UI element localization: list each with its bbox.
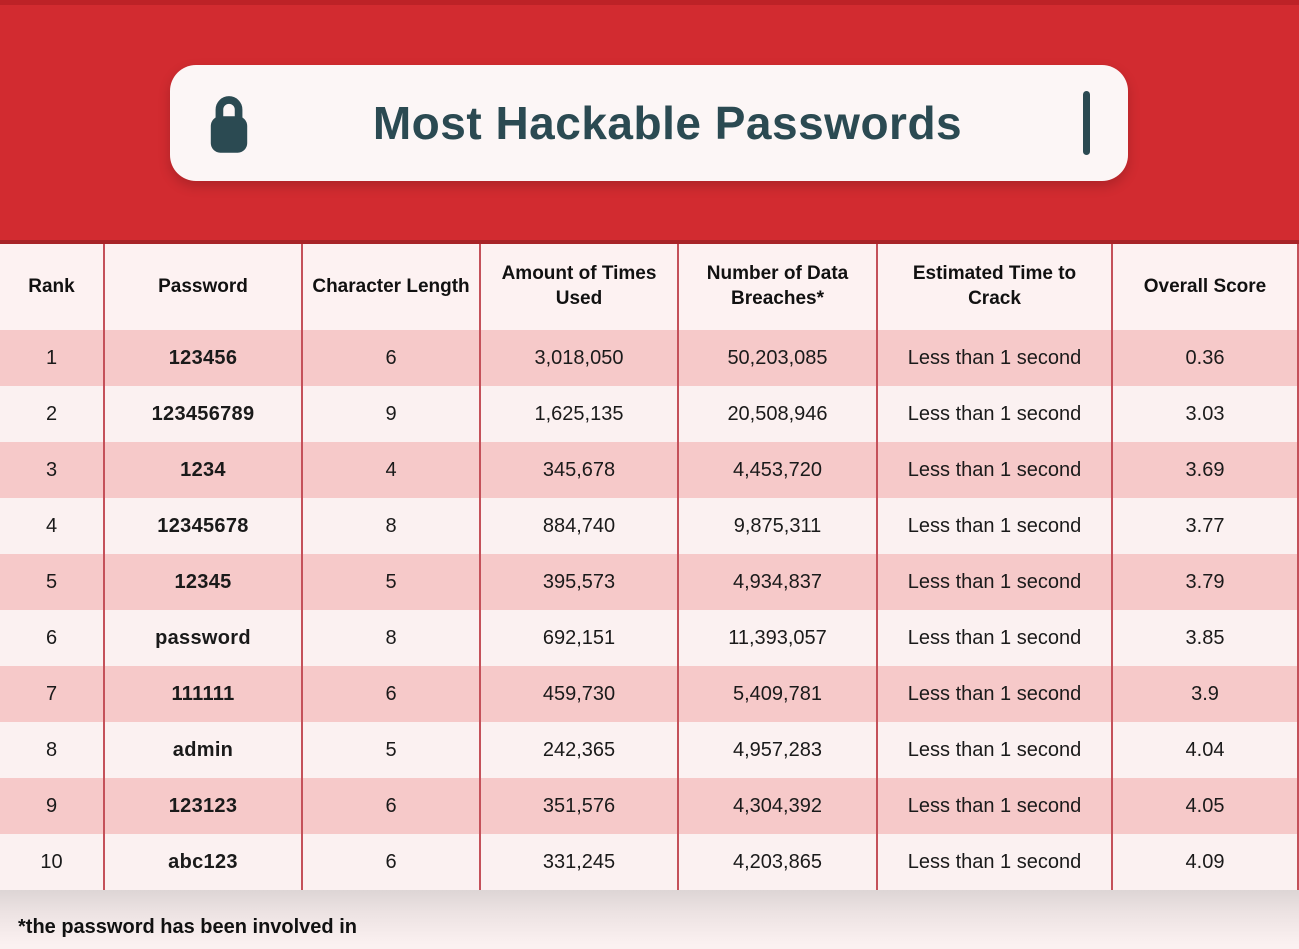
cell-number-of-data-breaches: 20,508,946 [679,386,878,442]
cell-password: admin [105,722,303,778]
footnote-bar [0,890,1299,945]
cell-amount-of-times-used: 1,625,135 [481,386,679,442]
cell-character-length: 5 [303,722,481,778]
column-header-rank: Rank [0,244,105,330]
cell-estimated-time-to-crack: Less than 1 second [878,834,1113,890]
column-header-number-of-data-breaches: Number of Data Breaches* [679,244,878,330]
column-header-overall-score: Overall Score [1113,244,1299,330]
cell-number-of-data-breaches: 4,203,865 [679,834,878,890]
cell-estimated-time-to-crack: Less than 1 second [878,386,1113,442]
passwords-table [0,244,1299,890]
cell-number-of-data-breaches: 4,934,837 [679,554,878,610]
cell-amount-of-times-used: 3,018,050 [481,330,679,386]
column-header-amount-of-times-used: Amount of Times Used [481,244,679,330]
cell-password: 123123 [105,778,303,834]
cell-number-of-data-breaches: 9,875,311 [679,498,878,554]
cell-amount-of-times-used: 884,740 [481,498,679,554]
cell-rank: 1 [0,330,105,386]
cell-overall-score: 3.85 [1113,610,1299,666]
cell-number-of-data-breaches: 4,304,392 [679,778,878,834]
cell-amount-of-times-used: 395,573 [481,554,679,610]
cell-password: abc123 [105,834,303,890]
cell-rank: 7 [0,666,105,722]
table-row-6 [0,610,1299,666]
cell-rank: 3 [0,442,105,498]
cell-character-length: 6 [303,834,481,890]
column-header-character-length: Character Length [303,244,481,330]
cell-overall-score: 3.69 [1113,442,1299,498]
cell-password: password [105,610,303,666]
cell-overall-score: 3.03 [1113,386,1299,442]
cell-character-length: 6 [303,330,481,386]
title-pill [170,65,1128,181]
cell-character-length: 6 [303,778,481,834]
cell-character-length: 8 [303,610,481,666]
cell-estimated-time-to-crack: Less than 1 second [878,722,1113,778]
banner [0,0,1299,244]
cell-amount-of-times-used: 459,730 [481,666,679,722]
cell-overall-score: 4.05 [1113,778,1299,834]
cell-password: 123456789 [105,386,303,442]
cell-rank: 9 [0,778,105,834]
cell-estimated-time-to-crack: Less than 1 second [878,498,1113,554]
cell-character-length: 9 [303,386,481,442]
cell-number-of-data-breaches: 11,393,057 [679,610,878,666]
table-header-row [0,244,1299,330]
cell-amount-of-times-used: 692,151 [481,610,679,666]
cell-overall-score: 4.09 [1113,834,1299,890]
cell-character-length: 6 [303,666,481,722]
cell-estimated-time-to-crack: Less than 1 second [878,442,1113,498]
page-title: Most Hackable Passwords [372,97,963,149]
cell-password: 111111 [105,666,303,722]
cell-rank: 8 [0,722,105,778]
cell-rank: 10 [0,834,105,890]
cell-rank: 5 [0,554,105,610]
cell-estimated-time-to-crack: Less than 1 second [878,666,1113,722]
cell-rank: 2 [0,386,105,442]
column-header-password: Password [105,244,303,330]
cell-character-length: 4 [303,442,481,498]
cell-overall-score: 3.77 [1113,498,1299,554]
table-row-10 [0,834,1299,890]
cell-overall-score: 0.36 [1113,330,1299,386]
cell-number-of-data-breaches: 4,453,720 [679,442,878,498]
cell-rank: 4 [0,498,105,554]
cell-character-length: 5 [303,554,481,610]
cell-password: 123456 [105,330,303,386]
cell-password: 1234 [105,442,303,498]
cell-character-length: 8 [303,498,481,554]
table-row-7 [0,666,1299,722]
cell-number-of-data-breaches: 5,409,781 [679,666,878,722]
cell-amount-of-times-used: 351,576 [481,778,679,834]
table-row-8 [0,722,1299,778]
table-row-2 [0,386,1299,442]
cell-estimated-time-to-crack: Less than 1 second [878,610,1113,666]
cell-amount-of-times-used: 331,245 [481,834,679,890]
column-header-estimated-time-to-crack: Estimated Time to Crack [878,244,1113,330]
table-row-3 [0,442,1299,498]
cell-password: 12345 [105,554,303,610]
cell-number-of-data-breaches: 4,957,283 [679,722,878,778]
cell-password: 12345678 [105,498,303,554]
cell-amount-of-times-used: 345,678 [481,442,679,498]
table-row-5 [0,554,1299,610]
table-body [0,330,1299,890]
footnote: *the password has been involved in [18,916,357,938]
table-row-4 [0,498,1299,554]
cell-overall-score: 4.04 [1113,722,1299,778]
cell-estimated-time-to-crack: Less than 1 second [878,778,1113,834]
cell-number-of-data-breaches: 50,203,085 [679,330,878,386]
lock-icon [206,93,252,153]
cell-overall-score: 3.79 [1113,554,1299,610]
cell-rank: 6 [0,610,105,666]
cell-estimated-time-to-crack: Less than 1 second [878,330,1113,386]
table-row-1 [0,330,1299,386]
cell-overall-score: 3.9 [1113,666,1299,722]
table-row-9 [0,778,1299,834]
cell-amount-of-times-used: 242,365 [481,722,679,778]
cell-estimated-time-to-crack: Less than 1 second [878,554,1113,610]
text-cursor-bar [1083,91,1090,155]
